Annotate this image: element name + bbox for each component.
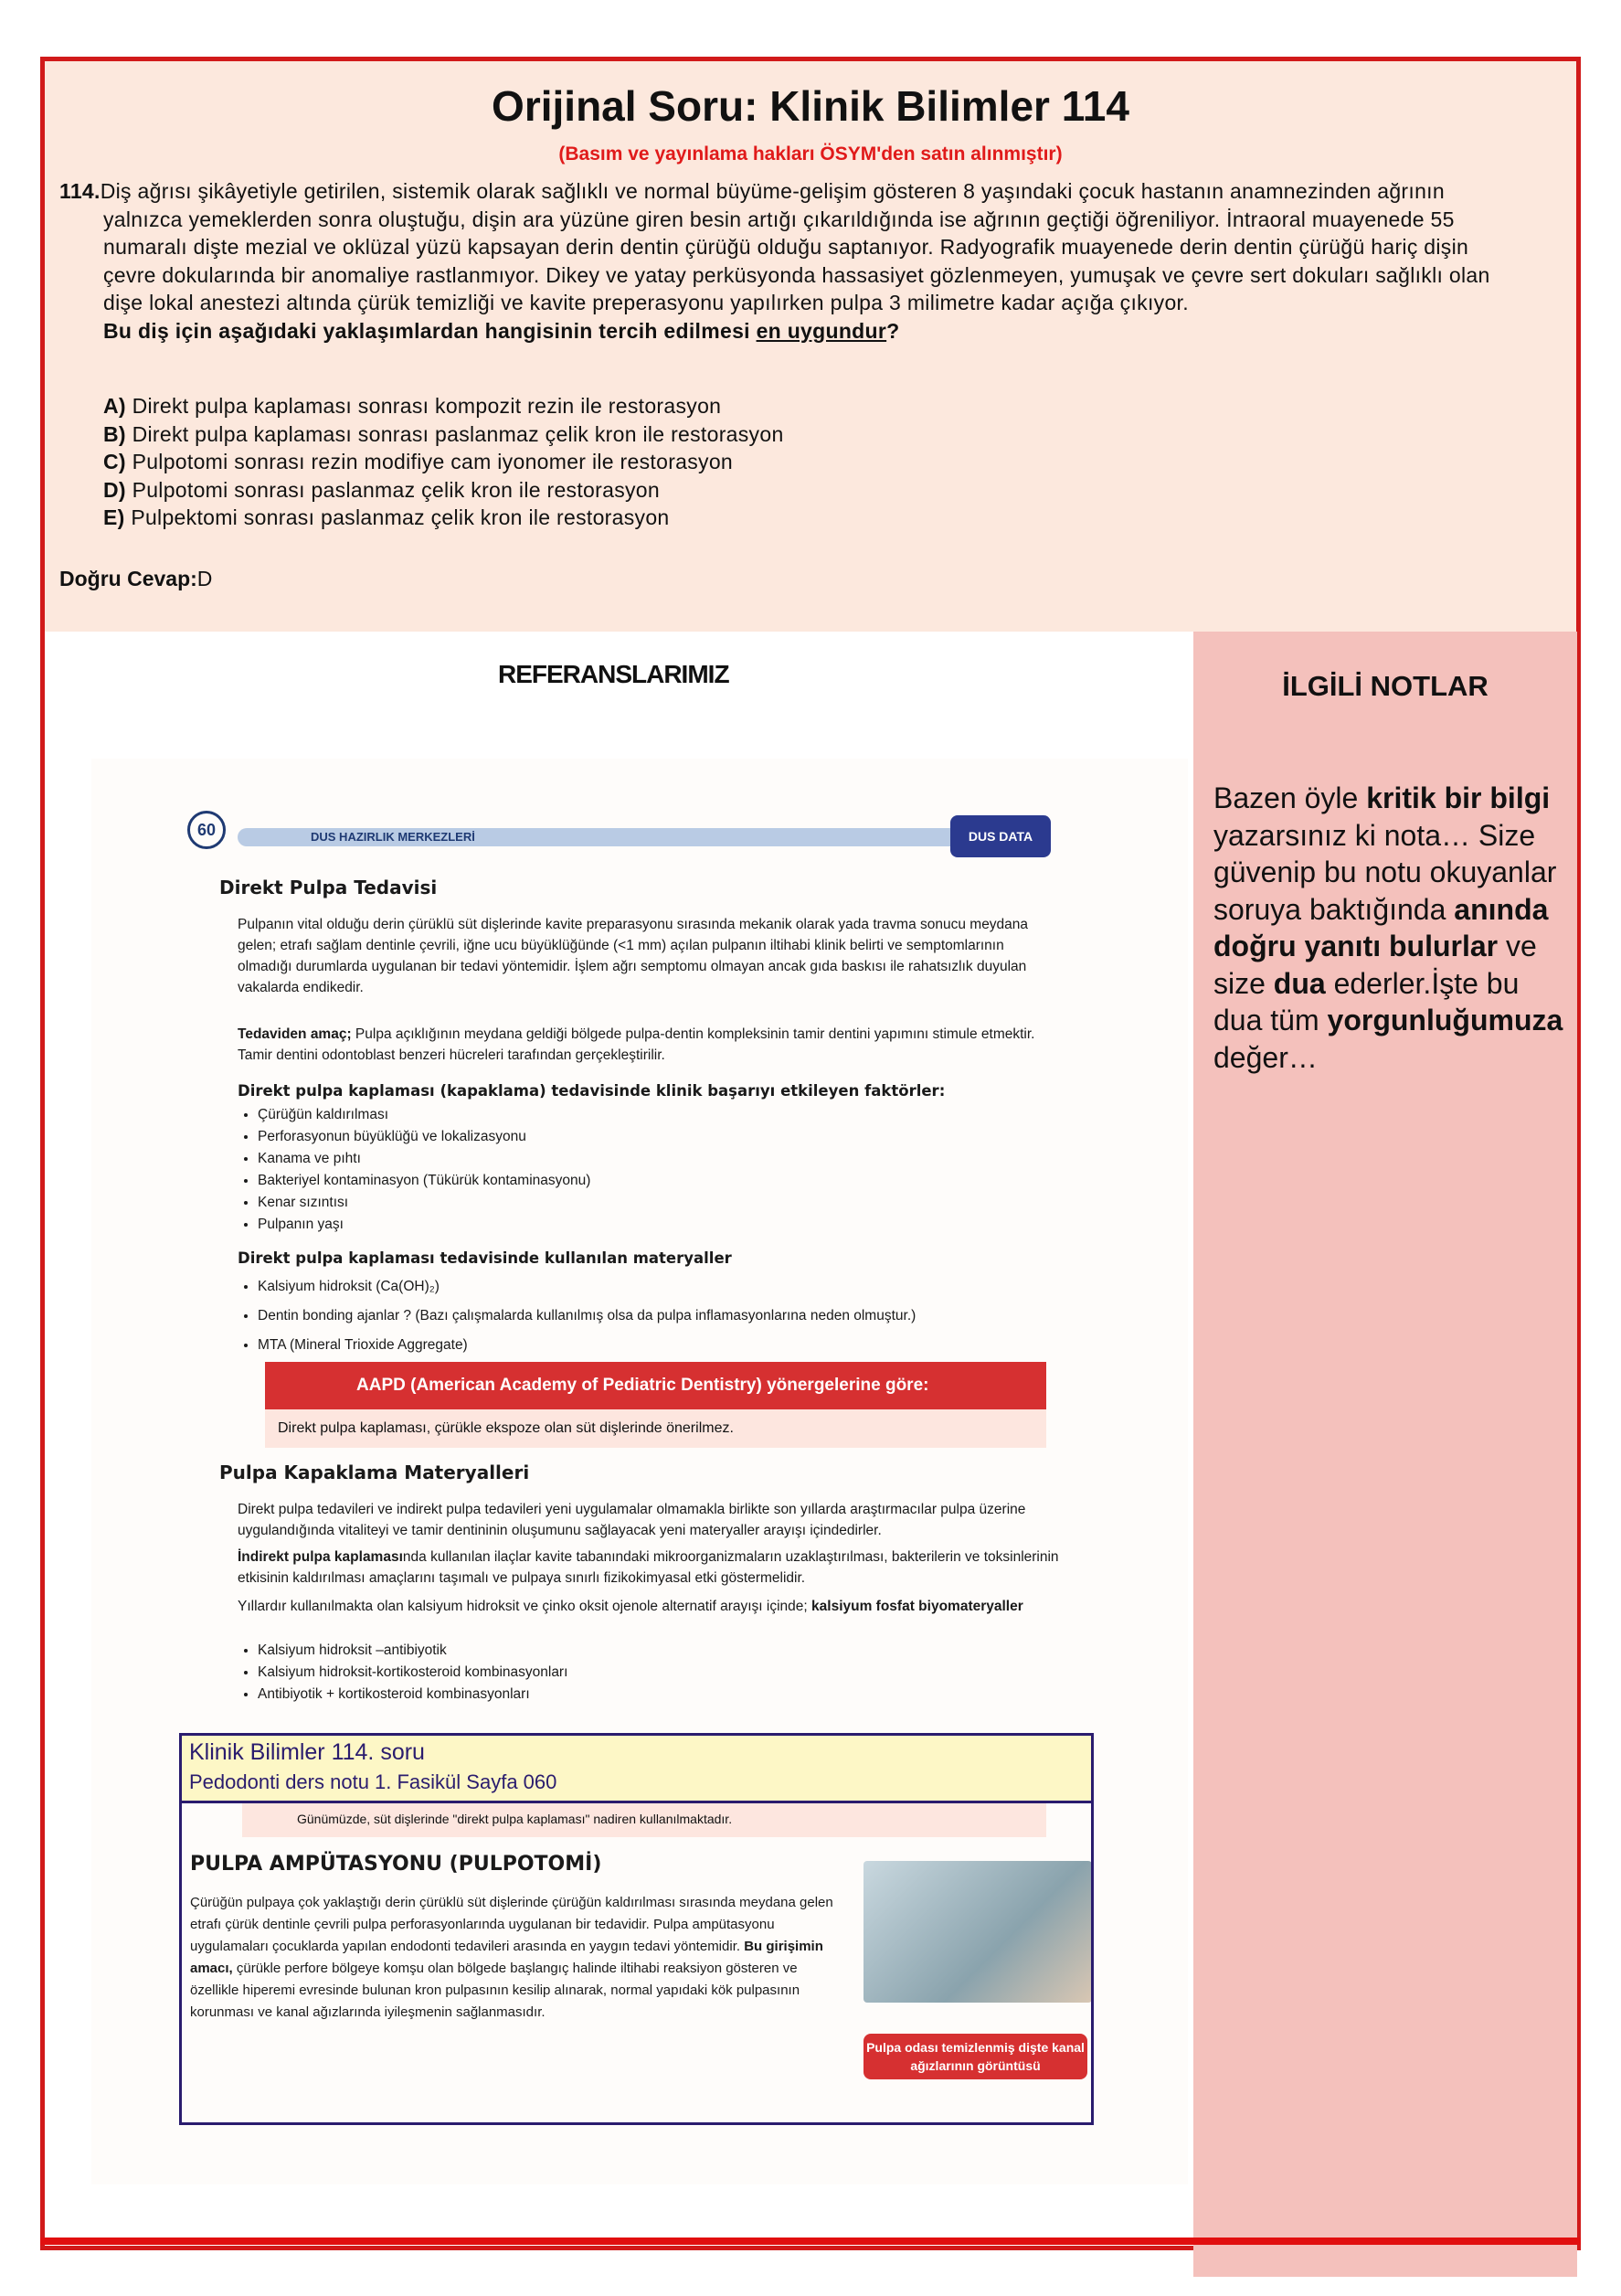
photo-caption: Pulpa odası temizlenmiş dişte kanal ağızlarının görüntüsü (863, 2034, 1087, 2079)
list-item: • Pulpanın yaşı (258, 1214, 1060, 1236)
option-b[interactable] (103, 420, 784, 449)
page-banner: DUS HAZIRLIK MERKEZLERİ (238, 828, 969, 846)
material-list (238, 1272, 1060, 1360)
question-prompt (59, 317, 1512, 345)
source-header (182, 1736, 1091, 1803)
list-item: • Perforasyonun büyüklüğü ve lokalizasyonu (258, 1126, 1060, 1148)
option-text: Pulpotomi sonrası paslanmaz çelik kron ile restorasyon (132, 477, 660, 502)
option-letter: C) (103, 450, 126, 473)
option-letter: D) (103, 477, 126, 502)
combination-list (238, 1640, 1060, 1706)
list-item: • Bakteriyel kontaminasyon (Tükürük kontaminasyonu) (258, 1170, 1060, 1192)
copyright-notice: (Basım ve yayınlama hakları ÖSYM'den satın alınmıştır) (558, 144, 1063, 165)
notes-text: Bazen öyle kritik bir bilgi yazarsınız ki nota… Size güvenip bu notu okuyanlar soruya baktığında anında doğru yanıtı bulurlar ve size dua ederler.İşte bu dua tüm yorgunluğumuza değer… (1213, 781, 1563, 1074)
correct-answer (59, 567, 212, 591)
option-e[interactable] (103, 504, 784, 532)
question-stem: Diş ağrısı şikâyetiyle getirilen, sistemik olarak sağlıklı ve normal büyüme-gelişim gösteren 8 yaşındaki çocuk hastanın anamnezinden ağrının yalnızca yemeklerden sonra oluştuğu, dişin ara yüzüne giren besin artığı çıkarıldığında ise ağrının geçtiği öğreniliyor. İntraoral muayenede 55 numaralı dişte mezial ve oklüzal yüzü kapsayan derin dentin çürüğü olduğu saptanıyor. Radyografik muayenede derin dentin çürüğü hariç dişin çevre dokularında bir anomaliye rastlanmıyor. Dikey ve yatay perküsyonda hassasiyet gözlenmeyen, yumuşak ve çevre sert dokuları sağlıklı olan dişe lokal anestezi altında çürük temizliği ve kavite preperasyonu yapılırken pulpa 3 milimetre kadar açığa çıkıyor. (100, 179, 1490, 314)
option-text: Pulpotomi sonrası rezin modifiye cam iyonomer ile restorasyon (132, 450, 734, 473)
section-heading: Direkt pulpa kaplaması tedavisinde kullanılan materyaller (238, 1249, 732, 1267)
references-heading: REFERANSLARIMIZ (498, 660, 729, 688)
prompt-text: Bu diş için aşağıdaki yaklaşımlardan hangisinin tercih edilmesi (103, 318, 757, 343)
list-item: • Kenar sızıntısı (258, 1192, 1060, 1214)
paragraph: Çürüğün pulpaya çok yaklaştığı derin çürüklü süt dişlerinde çürüğün kaldırılması sırasında meydana gelen etrafı çürük dentinle çevrili pulpa perforasyonlarında uygulanan bir tedavidir. Pulpa ampütasyonu uygulamaları çocuklarda yapılan endodonti tedavileri arasında en yaygın tedavi yöntemidir. Bu girişimin amacı, çürükle perfore bölgeye komşu olan bölgede başlangıç halinde iltihabi reaksiyon gösteren ve özellikle hiperemi evresinde bulunan kron pulpasının kesilip alınarak, normal yapıdaki kök pulpasının korunması ve kanal ağızlarında iyileşmenin sağlanmasıdır. (190, 1895, 833, 2020)
section-heading: Direkt pulpa kaplaması (kapaklama) tedavisinde klinik başarıyı etkileyen faktörler: (238, 1082, 946, 1100)
source-question: Klinik Bilimler 114. soru (189, 1739, 425, 1765)
list-item: • Çürüğün kaldırılması (258, 1104, 1060, 1126)
aapd-note: Direkt pulpa kaplaması, çürükle ekspoze olan süt dişlerinde önerilmez. (265, 1409, 1046, 1448)
option-letter: B) (103, 421, 126, 446)
option-c[interactable] (103, 448, 784, 476)
list-item: • Kalsiyum hidroksit (Ca(OH)₂) (258, 1272, 1060, 1302)
option-text: Pulpektomi sonrası paslanmaz çelik kron ile restorasyon (131, 505, 670, 529)
list-item: • Antibiyotik + kortikosteroid kombinasyonları (258, 1684, 1060, 1706)
paragraph: Tedaviden amaç; Pulpa açıklığının meydana geldiği bölgede pulpa-dentin kompleksinin tamir dentini yapımını stimule etmektir. Tamir dentini odontoblast benzeri hücreleri tarafından gerçekleştirilir. (238, 1026, 1035, 1063)
list-item: • Kanama ve pıhtı (258, 1148, 1060, 1170)
section-heading: Direkt Pulpa Tedavisi (219, 877, 438, 898)
page-number-badge: 60 (187, 811, 226, 849)
source-box (179, 1733, 1094, 2125)
paragraph: İndirekt pulpa kaplamasında kullanılan ilaçlar kavite tabanındaki mikroorganizmaların uzaklaştırılması, bakterilerin ve toksinlerinin etkisinin kaldırılması amaçlarını taşımalı ve pulpaya sınırlı fizikokimyasal etki göstermelidir. (238, 1549, 1059, 1586)
list-item: • MTA (Mineral Trioxide Aggregate) (258, 1331, 1060, 1360)
aapd-banner: AAPD (American Academy of Pediatric Dentistry) yönergelerine göre: (265, 1362, 1046, 1409)
paragraph: Yıllardır kullanılmakta olan kalsiyum hidroksit ve çinko oksit ojenole alternatif arayışı içinde; kalsiyum fosfat biyomateryaller (238, 1599, 1023, 1614)
options-list (103, 392, 784, 532)
notes-panel (1193, 632, 1577, 2277)
section-heading: Pulpa Kapaklama Materyalleri (219, 1462, 530, 1483)
paragraph: Pulpanın vital olduğu derin çürüklü süt dişlerinde kavite preparasyonu sırasında mekanik olarak yada travma sonucu meydana gelen; etrafı sağlam dentinle çevrili, iğne ucu büyüklüğünde (<1 mm) açılan pulpanın iltihabi klinik belirti ve semptomlarının olmadığı durumlarda uygulanan bir tedavi yöntemidir. İşlem ağrı semptomu olmayan ancak gıda baskısı ile rahatsızlık duyulan vakalarda endikedir. (238, 917, 1029, 995)
source-reference: Pedodonti ders notu 1. Fasikül Sayfa 060 (189, 1770, 557, 1793)
bottom-border (40, 2238, 1581, 2245)
factor-list (238, 1104, 1060, 1236)
dus-data-logo: DUS DATA (950, 815, 1051, 857)
option-letter: E) (103, 505, 125, 529)
answer-label: Doğru Cevap: (59, 567, 197, 590)
option-d[interactable] (103, 476, 784, 505)
answer-value: D (196, 567, 213, 590)
question-title: Orijinal Soru: Klinik Bilimler 114 (492, 82, 1129, 130)
prompt-end: ? (886, 318, 900, 343)
option-text: Direkt pulpa kaplaması sonrası kompozit rezin ile restorasyon (132, 394, 722, 418)
section-heading: PULPA AMPÜTASYONU (PULPOTOMİ) (190, 1853, 602, 1876)
question-number: 114. (59, 179, 101, 203)
question-text-block (59, 177, 1512, 345)
list-item: • Kalsiyum hidroksit-kortikosteroid kombinasyonları (258, 1662, 1060, 1684)
question-panel (45, 61, 1576, 632)
prompt-underlined: en uygundur (756, 318, 887, 343)
list-item: • Kalsiyum hidroksit –antibiyotik (258, 1640, 1060, 1662)
usage-note: Günümüzde, süt dişlerinde "direkt pulpa kaplaması" nadiren kullanılmaktadır. (242, 1801, 1046, 1837)
list-item: • Dentin bonding ajanlar ? (Bazı çalışmalarda kullanılmış olsa da pulpa inflamasyonlarına neden olmuştur.) (258, 1302, 1060, 1331)
notes-heading: İLGİLİ NOTLAR (1282, 670, 1489, 702)
option-a[interactable] (103, 392, 784, 420)
option-letter: A) (103, 394, 126, 418)
option-text: Direkt pulpa kaplaması sonrası paslanmaz çelik kron ile restorasyon (132, 421, 784, 446)
paragraph: Direkt pulpa tedavileri ve indirekt pulpa tedavileri yeni uygulamalar olmamakla birlikte son yıllarda araştırmacılar pulpa üzerine uygulandığında vitaliteyi ve tamir dentininin oluşumunu sağlayacak yeni materyaller arayışı içindedirler. (238, 1502, 1026, 1538)
